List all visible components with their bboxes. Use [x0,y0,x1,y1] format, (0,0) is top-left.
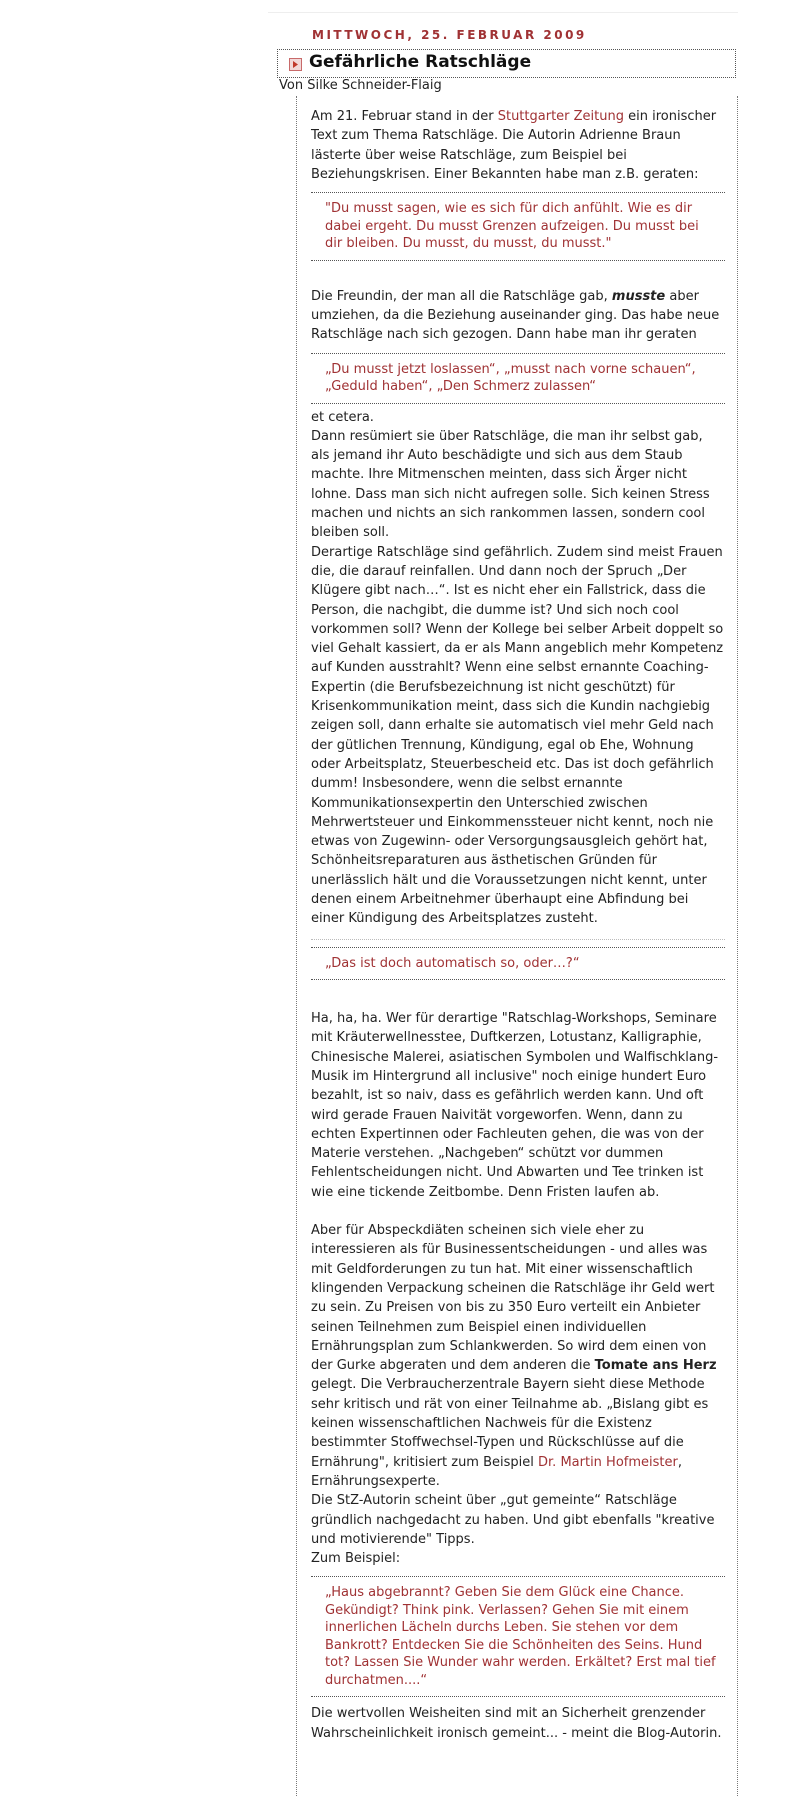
stuttgarter-zeitung-link[interactable]: Stuttgarter Zeitung [497,109,624,124]
post-title[interactable]: Gefährliche Ratschläge [309,52,532,72]
quote-text: "Du musst sagen, wie es sich für dich anfühlt. Wie es dir dabei ergeht. Du musst Grenzen aufzeigen. Du musst bei dir bleiben. Du musst, du musst, du musst." [325,201,699,252]
post-body-frame [296,96,738,1796]
paragraph-etcetera: et cetera. [311,409,374,425]
quote-text: „Du musst jetzt loslassen“, „musst nach vorne schauen“, „Geduld haben“, „Den Schmerz zulassen“ [325,361,696,395]
paragraph-stz-author: Die StZ-Autorin scheint über „gut gemeinte“ Ratschläge gründlich nachgedacht zu haben. Und gibt ebenfalls "kreative und motivierende" Tipps. [311,1493,715,1547]
text: gelegt. Die Verbraucherzentrale Bayern sieht diese Methode sehr kritisch und rät von einer Teilnahme ab. „Bislang gibt es keinen wissenschaftlichen Nachweis für die Existenz bestimmter Stoffwechsel-Typen und Rückschlüsse auf die Ernährung", kritisiert zum Beispiel [311,1377,709,1470]
emphasis: musste [611,288,666,304]
paragraph-closing: Die wertvollen Weisheiten sind mit an Sicherheit grenzender Wahrscheinlichkeit ironisch gemeint... - meint die Blog-Autorin. [311,1706,722,1741]
martin-hofmeister-link[interactable]: Dr. Martin Hofmeister [538,1454,678,1470]
quote-block-4 [311,1576,725,1697]
paragraph-friend [311,287,725,345]
text: Die Freundin, der man all die Ratschläge gab, [311,288,612,304]
text: , Ernährungsexperte. [311,1454,682,1489]
quote-text: „Das ist doch automatisch so, oder…?“ [325,955,580,971]
quote-block-3 [311,947,725,981]
text: Aber für Abspeckdiäten scheinen sich viele eher zu interessieren als für Businessentscheidungen - und alles was mit Geldforderungen zu tun hat. Mit einer wissenschaftlich klingenden Verpackung scheinen die Ratschläge ihr Geld wert zu sein. Zu Preisen von bis zu 350 Euro verteilt ein Anbieter seinen Teilnehmen zum Beispiel einen individuellen Ernährungsplan zum Schlankwerden. So wird dem einen von der Gurke abgeraten und dem anderen die [311,1223,715,1374]
bold-text: Tomate ans Herz [594,1358,717,1374]
divider [311,939,725,943]
paragraph-example: Zum Beispiel: [311,1551,401,1567]
text: aber umziehen, da die Beziehung auseinander ging. Das habe neue Ratschläge nach sich gezogen. Dann habe man ihr geraten [311,288,720,343]
paragraph-workshops: Ha, ha, ha. Wer für derartige "Ratschlag-Workshops, Seminare mit Kräuterwellnesstee, Duftkerzen, Lotustanz, Kalligraphie, Chinesische Malerei, asiatischen Symbolen und Walfischklang-Musik im Hintergrund all inclusive" noch einige hundert Euro bezahlt, ist so naiv, dass es gefährlich werden kann. Und oft wird gerade Frauen Naivität vorgeworfen. Wenn, dann zu echten Expertinnen oder Fachleuten gehen, die was von der Materie verstehen. „Nachgeben“ schützt vor dummen Fehlentscheidungen nicht. Und Abwarten und Tee trinken ist wie eine tickende Zeitbombe. Denn Fristen laufen ab. [311,1011,719,1200]
paragraph-dangerous: Derartige Ratschläge sind gefährlich. Zudem sind meist Frauen die, die darauf reinfallen. Und dann noch der Spruch „Der Klügere gibt nach…“. Ist es nicht eher ein Fallstrick, dass die Person, die nachgibt, die dumme ist? Und sich noch cool vorkommen soll? Wenn der Kollege bei selber Arbeit doppelt so viel Gehalt kassiert, da er als Mann angeblich mehr Kompetenz auf Kunden ausstrahlt? Wenn eine selbst ernannte Coaching-Expertin (die Berufsbezeichnung ist nicht geschützt) für Krisenkommunikation meint, dass sich die Kundin nachgiebig zeigen soll, dann erhalte sie automatisch viel mehr Geld nach der gütlichen Trennung, Kündigung, egal ob Ehe, Wohnung oder Arbeitsplatz, Steuerbescheid etc. Das ist doch gefährlich dumm! Insbesondere, wenn die selbst ernannte Kommunikationsexpertin den Unterschied zwischen Mehrwertsteuer und Einkommenssteuer nicht kennt, noch nie etwas von Zugewinn- oder Versorgungsausgleich gehört hat, Schönheitsreparaturen aus ästhetischen Gründen für unerlässlich hält und die Voraussetzungen nicht kennt, unter denen einem Arbeitnehmer überhaupt eine Abfindung bei einer Kündigung des Arbeitsplatzes zusteht. [311,544,724,927]
top-divider [268,12,738,13]
paragraph-intro [311,107,725,184]
quote-text: „Haus abgebrannt? Geben Sie dem Glück eine Chance. Gekündigt? Think pink. Verlassen? Gehen Sie mit einem innerlichen Lächeln durchs Leben. Sie stehen vor dem Bankrott? Entdecken Sie die Schönheiten des Seins. Hund tot? Lassen Sie Wunder wahr werden. Erkältet? Erst mal tief durchatmen....“ [325,1585,716,1688]
text: Am 21. Februar stand in der [311,109,498,124]
post-date: MITTWOCH, 25. FEBRUAR 2009 [312,28,587,42]
quote-block-1 [311,192,725,261]
paragraph-summary: Dann resümiert sie über Ratschläge, die man ihr selbst gab, als jemand ihr Auto beschädigte und sich aus dem Staub machte. Ihre Mitmenschen meinten, dass sich Ärger nicht lohne. Dass man sich nicht aufregen solle. Sich keinen Stress machen und nichts an sich rankommen lassen, sondern cool bleiben soll. [311,428,710,541]
post-author: Von Silke Schneider-Flaig [279,78,442,93]
paragraph-diets [311,1221,725,1491]
arrow-bullet-icon [289,58,302,71]
text: ein ironischer Text zum Thema Ratschläge. Die Autorin Adrienne Braun lästerte über weise Ratschläge, zum Beispiel bei Beziehungskrisen. Einer Bekannten habe man z.B. geraten: [311,109,717,182]
post-body [311,107,725,1743]
quote-block-2 [311,353,725,404]
